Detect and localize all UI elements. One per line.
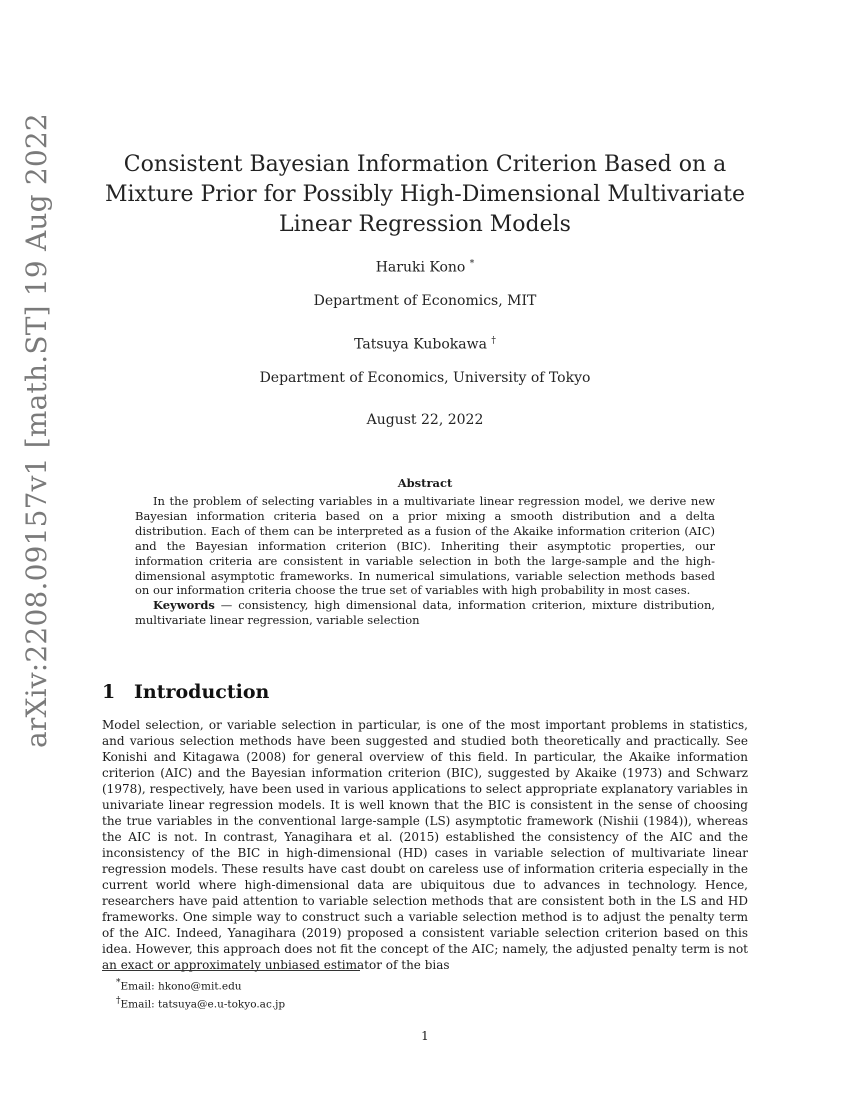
- footnote-divider: [102, 970, 360, 971]
- footnote-1: [116, 976, 285, 994]
- keywords-text: — consistency, high dimensional data, information criterion, mixture distribution, multivariate linear regression, variable selection: [135, 598, 716, 628]
- footnote-2-text: Email: tatsuya@e.u-tokyo.ac.jp: [120, 998, 286, 1011]
- author-1-mark: *: [469, 259, 475, 269]
- author-2-name: Tatsuya Kubokawa: [354, 336, 487, 353]
- author-2-mark: †: [491, 336, 496, 346]
- section-title-text: Introduction: [134, 681, 270, 703]
- keywords-label: Keywords: [153, 598, 215, 613]
- author-1-name: Haruki Kono: [375, 259, 466, 276]
- section-heading: [102, 681, 269, 703]
- abstract-heading: Abstract: [397, 476, 453, 490]
- author-2: [0, 336, 850, 353]
- footnote-2-mark: †: [116, 996, 121, 1006]
- footnotes: [116, 976, 285, 1012]
- footnote-2: [116, 994, 285, 1012]
- keywords: [135, 598, 715, 628]
- abstract-body: [135, 494, 715, 628]
- author-1-affiliation: Department of Economics, MIT: [313, 293, 537, 309]
- author-2-affiliation: Department of Economics, University of Tokyo: [259, 370, 591, 386]
- author-1: [0, 259, 850, 276]
- page-number: 1: [421, 1029, 429, 1043]
- footnote-1-text: Email: hkono@mit.edu: [120, 980, 242, 993]
- paper-title: Consistent Bayesian Information Criterion Based on a Mixture Prior for Possibly High-Dimensional Multivariate Linear Regression Models: [104, 152, 746, 237]
- section-number: 1: [102, 681, 116, 703]
- paper-date: August 22, 2022: [366, 412, 484, 428]
- arxiv-identifier: arXiv:2208.09157v1 [math.ST] 19 Aug 2022: [20, 113, 53, 748]
- footnote-1-mark: *: [116, 978, 121, 988]
- introduction-paragraph: Model selection, or variable selection in particular, is one of the most important problems in statistics, and various selection methods have been suggested and studied both theoretically and practically. See Konishi and Kitagawa (2008) for general overview of this field. In particular, the Akaike information criterion (AIC) and the Bayesian information criterion (BIC), suggested by Akaike (1973) and Schwarz (1978), respectively, have been used in various applications to select appropriate explanatory variables in univariate linear regression models. It is well known that the BIC is consistent in the sense of choosing the true variables in the conventional large-sample (LS) asymptotic framework (Nishii (1984)), whereas the AIC is not. In contrast, Yanagihara et al. (2015) established the consistency of the AIC and the inconsistency of the BIC in high-dimensional (HD) cases in variable selection of multivariate linear regression models. These results have cast doubt on careless use of information criteria especially in the current world where high-dimensional data are ubiquitous due to advances in technology. Hence, researchers have paid attention to variable selection methods that are consistent both in the LS and HD frameworks. One simple way to construct such a variable selection method is to adjust the penalty term of the AIC. Indeed, Yanagihara (2019) proposed a consistent variable selection criterion based on this idea. However, this approach does not fit the concept of the AIC; namely, the adjusted penalty term is not an exact or approximately unbiased estimator of the bias: [102, 718, 748, 972]
- abstract-text: In the problem of selecting variables in a multivariate linear regression model, we derive new Bayesian information criteria based on a prior mixing a smooth distribution and a delta distribution. Each of them can be interpreted as a fusion of the Akaike information criterion (AIC) and the Bayesian information criterion (BIC). Inheriting their asymptotic properties, our information criteria are consistent in variable selection in both the large-sample and the high-dimensional asymptotic frameworks. In numerical simulations, variable selection methods based on our information criteria choose the true set of variables with high probability in most cases.: [135, 494, 715, 598]
